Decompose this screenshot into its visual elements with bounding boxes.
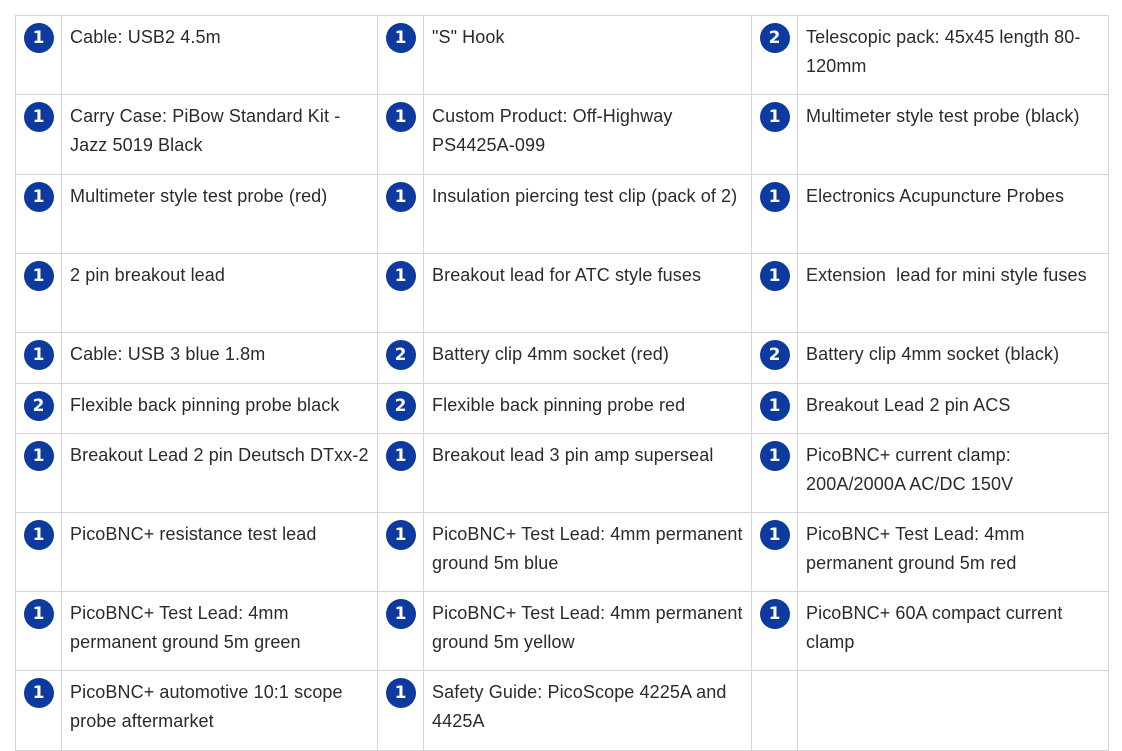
table-row	[16, 333, 1109, 384]
quantity-cell	[378, 434, 424, 513]
quantity-badge: 1	[760, 391, 790, 421]
empty-quantity-cell	[752, 671, 798, 751]
item-name: Multimeter style test probe (red)	[62, 175, 378, 254]
item-name: Multimeter style test probe (black)	[798, 95, 1109, 175]
table-row	[16, 592, 1109, 671]
item-name: PicoBNC+ Test Lead: 4mm permanent ground 5m blue	[424, 513, 752, 592]
table-row	[16, 384, 1109, 434]
item-name: PicoBNC+ Test Lead: 4mm permanent ground 5m green	[62, 592, 378, 671]
quantity-badge: 1	[386, 182, 416, 212]
item-name: Custom Product: Off-Highway PS4425A-099	[424, 95, 752, 175]
item-name: Breakout Lead 2 pin Deutsch DTxx-2	[62, 434, 378, 513]
item-name: PicoBNC+ current clamp: 200A/2000A AC/DC 150V	[798, 434, 1109, 513]
quantity-cell	[16, 333, 62, 384]
quantity-cell	[378, 384, 424, 434]
quantity-badge: 1	[386, 261, 416, 291]
item-name: Flexible back pinning probe black	[62, 384, 378, 434]
quantity-cell	[378, 254, 424, 333]
quantity-badge: 2	[24, 391, 54, 421]
item-name: Flexible back pinning probe red	[424, 384, 752, 434]
table-row	[16, 254, 1109, 333]
quantity-cell	[378, 95, 424, 175]
quantity-cell	[16, 592, 62, 671]
item-name: Telescopic pack: 45x45 length 80-120mm	[798, 16, 1109, 95]
item-name: 2 pin breakout lead	[62, 254, 378, 333]
quantity-cell	[752, 513, 798, 592]
item-name: PicoBNC+ automotive 10:1 scope probe aftermarket	[62, 671, 378, 751]
quantity-cell	[378, 592, 424, 671]
quantity-badge: 2	[386, 340, 416, 370]
quantity-cell	[752, 384, 798, 434]
quantity-badge: 1	[386, 441, 416, 471]
item-name: Breakout lead 3 pin amp superseal	[424, 434, 752, 513]
quantity-badge: 2	[760, 340, 790, 370]
quantity-cell	[752, 592, 798, 671]
quantity-badge: 1	[760, 599, 790, 629]
quantity-cell	[752, 434, 798, 513]
quantity-cell	[16, 384, 62, 434]
quantity-badge: 1	[24, 340, 54, 370]
item-name: "S" Hook	[424, 16, 752, 95]
quantity-badge: 2	[386, 391, 416, 421]
item-name: Battery clip 4mm socket (red)	[424, 333, 752, 384]
quantity-cell	[16, 671, 62, 751]
quantity-badge: 1	[760, 441, 790, 471]
item-name: PicoBNC+ resistance test lead	[62, 513, 378, 592]
item-name: Breakout Lead 2 pin ACS	[798, 384, 1109, 434]
table-row	[16, 95, 1109, 175]
quantity-badge: 1	[760, 261, 790, 291]
quantity-badge: 1	[24, 23, 54, 53]
item-name: Extension lead for mini style fuses	[798, 254, 1109, 333]
quantity-badge: 1	[386, 678, 416, 708]
quantity-badge: 1	[24, 678, 54, 708]
quantity-cell	[752, 16, 798, 95]
quantity-cell	[16, 175, 62, 254]
kit-contents-body	[16, 16, 1109, 751]
quantity-cell	[16, 434, 62, 513]
quantity-badge: 1	[386, 520, 416, 550]
item-name: Insulation piercing test clip (pack of 2)	[424, 175, 752, 254]
quantity-badge: 2	[760, 23, 790, 53]
item-name: PicoBNC+ Test Lead: 4mm permanent ground 5m red	[798, 513, 1109, 592]
quantity-badge: 1	[24, 599, 54, 629]
item-name: Electronics Acupuncture Probes	[798, 175, 1109, 254]
quantity-cell	[752, 333, 798, 384]
quantity-cell	[378, 333, 424, 384]
quantity-cell	[378, 671, 424, 751]
quantity-cell	[752, 95, 798, 175]
quantity-badge: 1	[24, 182, 54, 212]
quantity-cell	[752, 175, 798, 254]
quantity-cell	[378, 513, 424, 592]
quantity-cell	[16, 254, 62, 333]
quantity-cell	[752, 254, 798, 333]
item-name: Breakout lead for ATC style fuses	[424, 254, 752, 333]
empty-item-cell	[798, 671, 1109, 751]
quantity-badge: 1	[24, 441, 54, 471]
table-row	[16, 513, 1109, 592]
quantity-badge: 1	[760, 520, 790, 550]
table-row	[16, 434, 1109, 513]
quantity-badge: 1	[760, 102, 790, 132]
quantity-badge: 1	[760, 182, 790, 212]
quantity-cell	[16, 95, 62, 175]
quantity-badge: 1	[386, 23, 416, 53]
quantity-cell	[16, 513, 62, 592]
quantity-badge: 1	[24, 520, 54, 550]
item-name: PicoBNC+ Test Lead: 4mm permanent ground 5m yellow	[424, 592, 752, 671]
item-name: Carry Case: PiBow Standard Kit - Jazz 5019 Black	[62, 95, 378, 175]
kit-contents-table	[15, 15, 1109, 751]
quantity-cell	[378, 175, 424, 254]
item-name: Cable: USB 3 blue 1.8m	[62, 333, 378, 384]
quantity-badge: 1	[386, 599, 416, 629]
table-row	[16, 16, 1109, 95]
item-name: Safety Guide: PicoScope 4225A and 4425A	[424, 671, 752, 751]
item-name: PicoBNC+ 60A compact current clamp	[798, 592, 1109, 671]
quantity-badge: 1	[24, 102, 54, 132]
item-name: Cable: USB2 4.5m	[62, 16, 378, 95]
quantity-cell	[16, 16, 62, 95]
quantity-badge: 1	[24, 261, 54, 291]
table-row	[16, 175, 1109, 254]
quantity-cell	[378, 16, 424, 95]
item-name: Battery clip 4mm socket (black)	[798, 333, 1109, 384]
table-row	[16, 671, 1109, 751]
quantity-badge: 1	[386, 102, 416, 132]
